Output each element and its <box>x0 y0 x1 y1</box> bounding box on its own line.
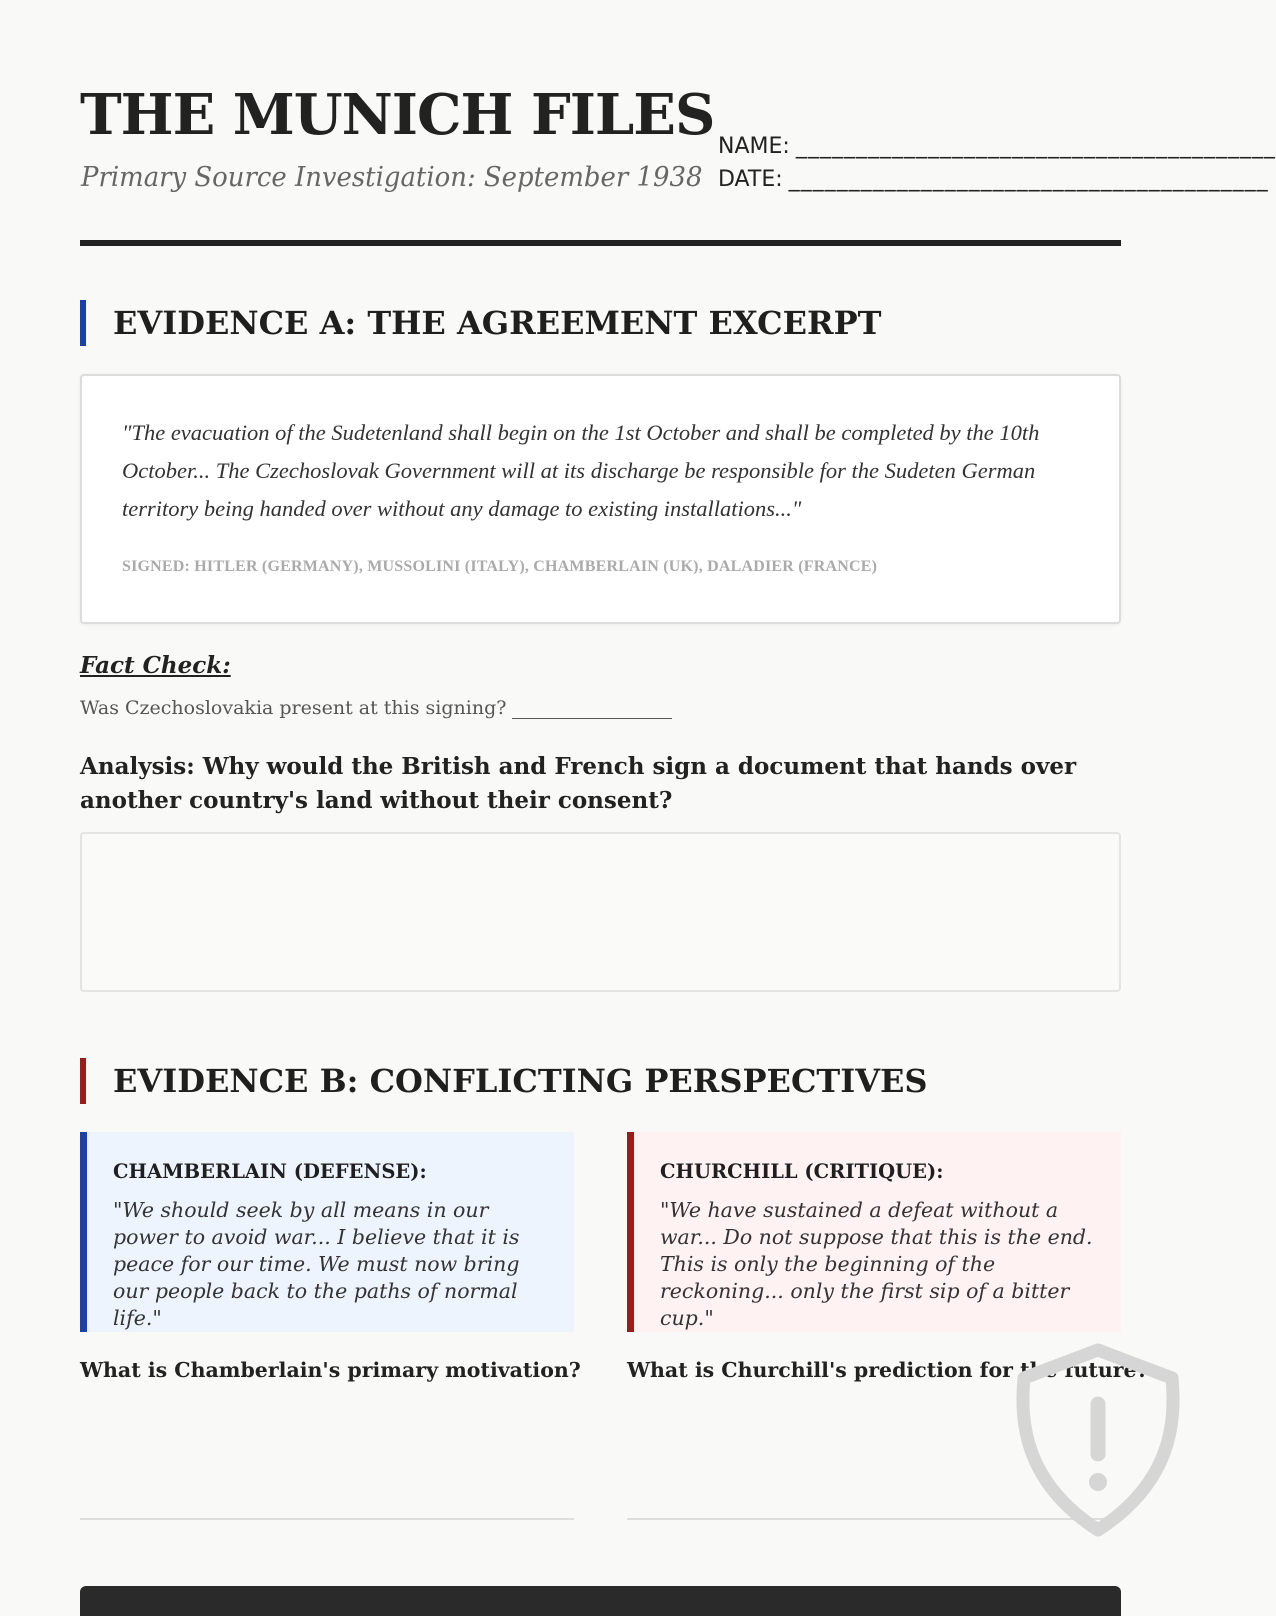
evidence-b-heading <box>80 1058 928 1104</box>
chamberlain-quote: "We should seek by all means in our power to avoid war... I believe that it is peace for our time. We must now bring our people back to the paths of normal life." <box>113 1198 520 1330</box>
evidence-b-accent-bar <box>80 1058 86 1104</box>
churchill-question: What is Churchill's prediction for the future? <box>627 1358 1149 1382</box>
chamberlain-question: What is Chamberlain's primary motivation? <box>80 1358 581 1382</box>
evidence-a-heading-text: EVIDENCE A: THE AGREEMENT EXCERPT <box>113 304 882 342</box>
agreement-excerpt-card <box>80 374 1121 624</box>
fact-check-question-text: Was Czechoslovakia present at this signing? <box>80 697 507 719</box>
analysis-question: Analysis: Why would the British and French sign a document that hands over another country's land without their consent? <box>80 753 1077 814</box>
chamberlain-accent-bar <box>80 1132 87 1332</box>
page-title: THE MUNICH FILES <box>80 82 715 148</box>
churchill-accent-bar <box>627 1132 634 1332</box>
name-row <box>718 134 1276 167</box>
date-row <box>718 167 1269 200</box>
date-field[interactable]: ________________________________________ <box>788 167 1269 192</box>
name-field[interactable]: ________________________________________ <box>795 134 1276 159</box>
evidence-b-heading-text: EVIDENCE B: CONFLICTING PERSPECTIVES <box>113 1062 928 1100</box>
page-subtitle: Primary Source Investigation: September 1938 <box>81 162 703 193</box>
fact-check-question <box>80 697 672 719</box>
churchill-quote: "We have sustained a defeat without a war... Do not suppose that this is the end. This is only the beginning of the reckoning... only the first sip of a bitter cup." <box>660 1198 1093 1330</box>
date-label: DATE: <box>718 167 783 192</box>
agreement-quote: "The evacuation of the Sudetenland shall begin on the 1st October and shall be completed by the 10th October... The Czechoslovak Government will at its discharge be responsible for the Sudeten German territory being handed over without any damage to existing installations..." <box>122 420 1040 521</box>
churchill-label: CHURCHILL (CRITIQUE): <box>660 1160 944 1183</box>
student-info <box>718 134 1276 200</box>
chamberlain-perspective <box>80 1132 574 1332</box>
chamberlain-label: CHAMBERLAIN (DEFENSE): <box>113 1160 427 1183</box>
agreement-signatories: SIGNED: HITLER (GERMANY), MUSSOLINI (ITALY), CHAMBERLAIN (UK), DALADIER (FRANCE) <box>122 558 878 575</box>
evidence-a-accent-bar <box>80 300 86 346</box>
footer-bar <box>80 1586 1121 1616</box>
fact-check-answer-blank[interactable] <box>512 699 672 719</box>
fact-check-label: Fact Check: <box>80 652 231 679</box>
analysis-answer-box[interactable] <box>80 832 1121 992</box>
worksheet-page <box>80 0 1276 1600</box>
chamberlain-answer-line[interactable] <box>80 1518 574 1520</box>
evidence-a-heading <box>80 300 881 346</box>
header-divider <box>80 240 1121 246</box>
shield-alert-icon <box>1012 1342 1184 1538</box>
churchill-perspective <box>627 1132 1121 1332</box>
name-label: NAME: <box>718 134 790 159</box>
